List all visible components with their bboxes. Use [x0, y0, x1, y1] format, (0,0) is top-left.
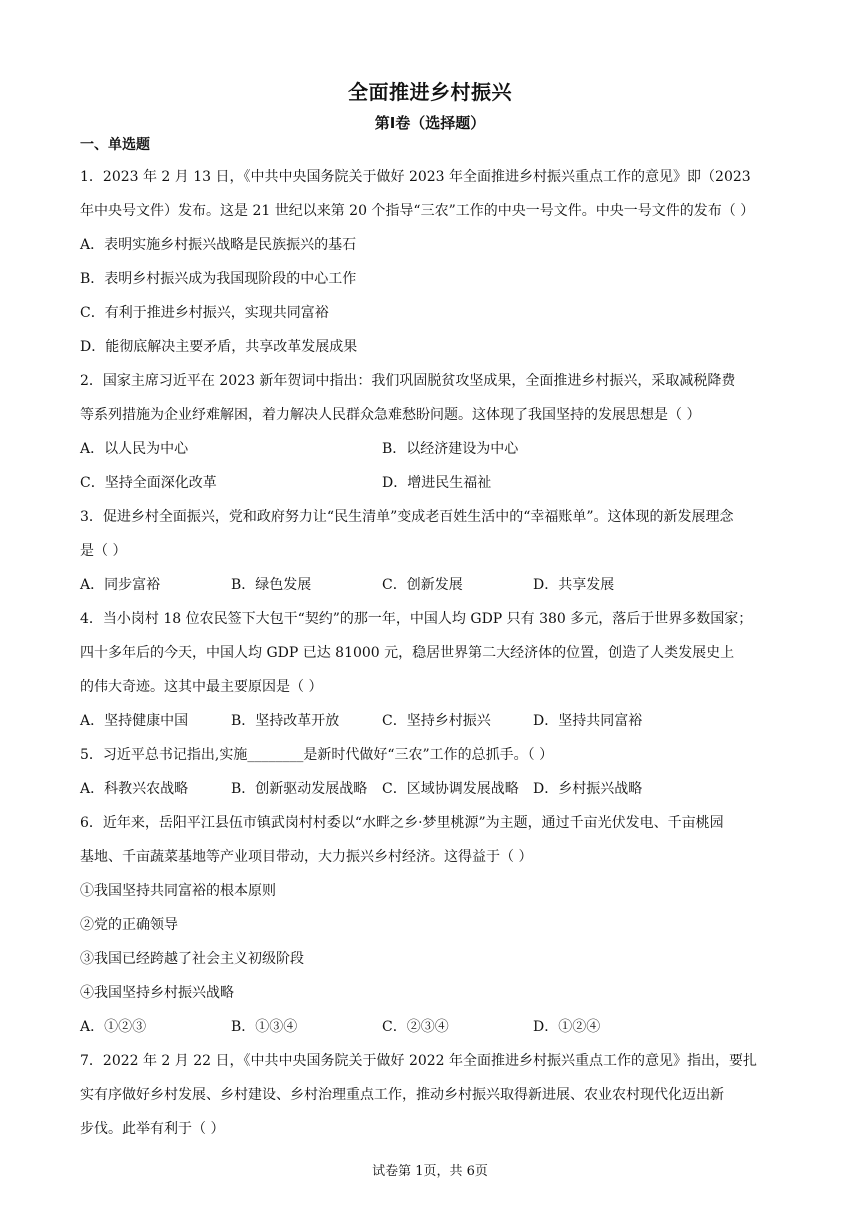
- question-stem-line: 基地、千亩蔬菜基地等产业项目带动，大力振兴乡村经济。这得益于（ ）: [80, 849, 533, 865]
- question-5: [80, 738, 780, 806]
- question-1: [80, 160, 780, 364]
- question-stem-line: 实有序做好乡村发展、乡村建设、乡村治理重点工作，推动乡村振兴取得新进展、农业农村现代化迈出新: [80, 1087, 724, 1103]
- option-d: D．共享发展: [533, 577, 615, 593]
- question-stem-line: 7．2022 年 2 月 22 日，《中共中央国务院关于做好 2022 年全面推进乡村振兴重点工作的意见》指出，要扎: [80, 1053, 758, 1069]
- options-row: [80, 704, 780, 738]
- option-b: B．绿色发展: [231, 577, 312, 593]
- options-row: [80, 466, 780, 500]
- page-footer: 试卷第 1页，共 6页: [372, 1164, 488, 1179]
- question-6: [80, 806, 780, 1044]
- option-b: B．①③④: [231, 1019, 298, 1035]
- option-d: D．坚持共同富裕: [533, 713, 643, 729]
- option-c: C．区域协调发展战略: [382, 781, 519, 797]
- option-d: D．①②④: [533, 1019, 601, 1035]
- options-row: [80, 772, 780, 806]
- option-a: A．①②③: [80, 1019, 147, 1035]
- option-b: B．表明乡村振兴成为我国现阶段的中心工作: [80, 271, 357, 287]
- option-a: A．坚持健康中国: [80, 713, 189, 729]
- question-stem-line: 步伐。此举有利于（ ）: [80, 1121, 225, 1137]
- question-stem-line: 5．习近平总书记指出,实施________是新时代做好“三农”工作的总抓手。（ ）: [80, 747, 554, 763]
- question-stem-line: 的伟大奇迹。这其中最主要原因是（ ）: [80, 679, 323, 695]
- question-7: [80, 1044, 780, 1146]
- option-a: A．以人民为中心: [80, 441, 189, 457]
- question-stem-line: 是（ ）: [80, 543, 127, 559]
- question-stem-line: 1．2023 年 2 月 13 日，《中共中央国务院关于做好 2023 年全面推进乡村振兴重点工作的意见》即（2023: [80, 169, 751, 185]
- question-stem-line: 四十多年后的今天，中国人均 GDP 已达 81000 元，稳居世界第二大经济体的位置，创造了人类发展史上: [80, 645, 735, 661]
- page-subtitle: 第Ⅰ卷（选择题）: [374, 114, 486, 132]
- option-d: D．能彻底解决主要矛盾，共享改革发展成果: [80, 339, 358, 355]
- question-4: [80, 602, 780, 738]
- options-row: [80, 1010, 780, 1044]
- option-b: B．以经济建设为中心: [382, 441, 519, 457]
- question-list: [80, 160, 780, 1146]
- option-a: A．表明实施乡村振兴战略是民族振兴的基石: [80, 237, 357, 253]
- section-heading: 一、单选题: [80, 137, 150, 153]
- statement-1: ①我国坚持共同富裕的根本原则: [80, 883, 276, 899]
- option-c: C．有利于推进乡村振兴，实现共同富裕: [80, 305, 329, 321]
- options-row: [80, 432, 780, 466]
- option-c: C．②③④: [382, 1019, 449, 1035]
- question-stem-line: 6．近年来，岳阳平江县伍市镇武岗村村委以“水畔之乡·梦里桃源”为主题，通过千亩光伏发电、千亩桃园: [80, 815, 724, 831]
- statement-3: ③我国已经跨越了社会主义初级阶段: [80, 951, 304, 967]
- option-d: D．乡村振兴战略: [533, 781, 643, 797]
- question-stem-line: 4．当小岗村 18 位农民签下大包干“契约”的那一年，中国人均 GDP 只有 380 多元，落后于世界多数国家；: [80, 611, 753, 627]
- option-b: B．创新驱动发展战略: [231, 781, 368, 797]
- option-c: C．坚持乡村振兴: [382, 713, 491, 729]
- options-row: [80, 568, 780, 602]
- question-stem-line: 年中央号文件）发布。这是 21 世纪以来第 20 个指导“三农”工作的中央一号文件。中央一号文件的发布（ ）: [80, 203, 755, 219]
- option-b: B．坚持改革开放: [231, 713, 340, 729]
- option-a: A．科教兴农战略: [80, 781, 189, 797]
- question-stem-line: 2．国家主席习近平在 2023 新年贺词中指出：我们巩固脱贫攻坚成果，全面推进乡村振兴，采取减税降费: [80, 373, 736, 389]
- question-2: [80, 364, 780, 500]
- question-stem-line: 等系列措施为企业纾难解困，着力解决人民群众急难愁盼问题。这体现了我国坚持的发展思想是（ ）: [80, 407, 701, 423]
- statement-2: ②党的正确领导: [80, 917, 178, 933]
- option-d: D．增进民生福祉: [382, 475, 492, 491]
- statement-4: ④我国坚持乡村振兴战略: [80, 985, 234, 1001]
- question-3: [80, 500, 780, 602]
- option-a: A．同步富裕: [80, 577, 161, 593]
- question-stem-line: 3．促进乡村全面振兴，党和政府努力让“民生清单”变成老百姓生活中的“幸福账单”。这体现的新发展理念: [80, 509, 734, 525]
- option-c: C．创新发展: [382, 577, 463, 593]
- page-title: 全面推进乡村振兴: [348, 80, 512, 104]
- option-c: C．坚持全面深化改革: [80, 475, 217, 491]
